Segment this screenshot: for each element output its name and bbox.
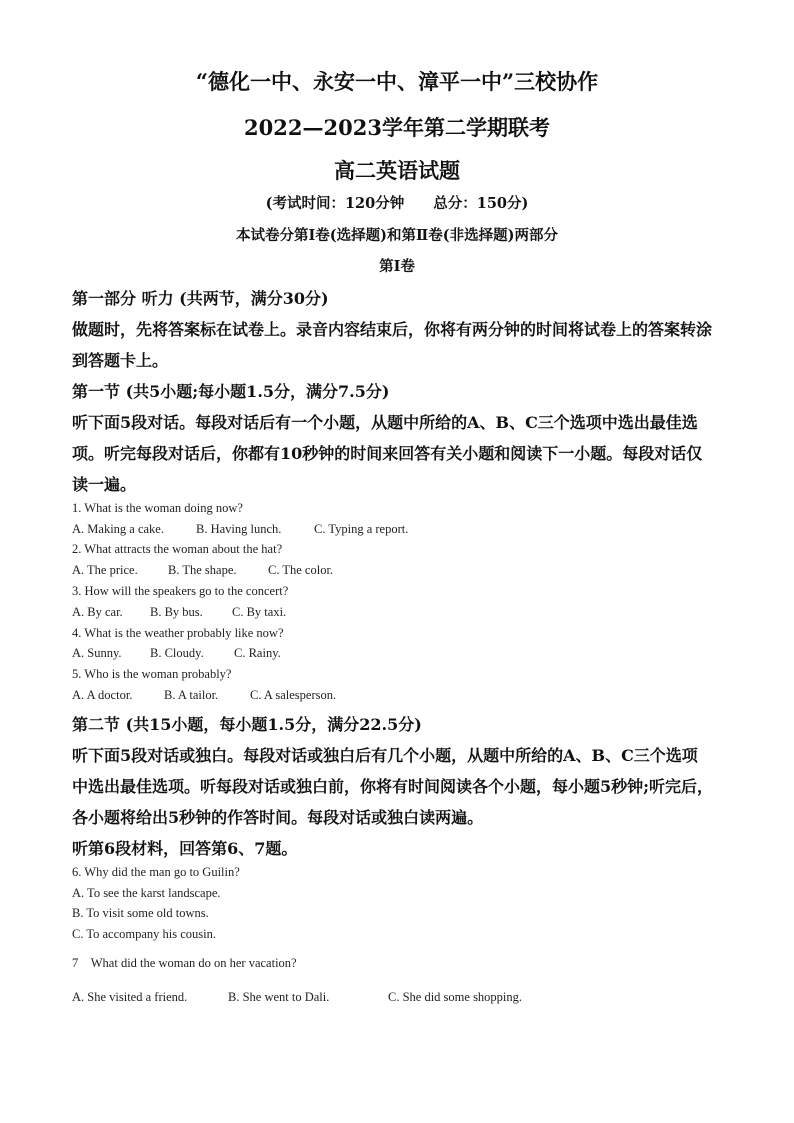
option-b: B. The shape.	[168, 563, 237, 577]
option-c: C. By taxi.	[232, 605, 287, 619]
option-b: B. Cloudy.	[150, 646, 204, 660]
section2-instruction-line2: 中选出最佳选项。听每段对话或独白前，你将有时间阅读各个小题，每小题5秒钟;听完后，	[72, 777, 714, 796]
section2-heading: 第二节 (共15小题，每小题1.5分，满分22.5分)	[72, 715, 422, 734]
question-6-option-c: C. To accompany his cousin.	[72, 927, 217, 941]
option-a: A. Sunny.	[72, 646, 122, 660]
section1-instruction-line1: 听下面5段对话。每段对话后有一个小题，从题中所给的A、B、C三个选项中选出最佳选	[72, 413, 698, 432]
option-c: C. A salesperson.	[250, 688, 337, 702]
option-b: B. Having lunch.	[196, 522, 282, 536]
option-b: B. She went to Dali.	[228, 990, 330, 1004]
title-term: 2022—2023学年第二学期联考	[244, 115, 550, 140]
question-7-options	[72, 990, 522, 1005]
section1-heading: 第一节 (共5小题;每小题1.5分，满分7.5分)	[72, 382, 390, 401]
volume-label: 第Ⅰ卷	[379, 258, 415, 275]
question-4-options	[72, 646, 281, 661]
option-c: C. The color.	[268, 563, 334, 577]
option-c: C. Rainy.	[234, 646, 281, 660]
title-subject: 高二英语试题	[334, 158, 460, 183]
question-6-option-a: A. To see the karst landscape.	[72, 886, 221, 900]
option-a: A. A doctor.	[72, 688, 133, 702]
option-c: C. She did some shopping.	[388, 990, 523, 1004]
option-a: A. By car.	[72, 605, 123, 619]
title-schools: “德化一中、永安一中、漳平一中”三校协作	[195, 69, 599, 94]
question-1-options	[72, 522, 408, 537]
part1-instruction-line2: 到答题卡上。	[72, 351, 169, 370]
section1-instruction-line2: 项。听完每段对话后，你都有10秒钟的时间来回答有关小题和阅读下一小题。每段对话仅	[72, 444, 703, 463]
question-7: 7 What did the woman do on her vacation?	[72, 956, 297, 970]
option-a: A. She visited a friend.	[72, 990, 188, 1004]
part1-heading: 第一部分 听力 (共两节，满分30分)	[72, 289, 329, 308]
question-4: 4. What is the weather probably like now?	[72, 626, 284, 640]
question-6-option-b: B. To visit some old towns.	[72, 906, 209, 920]
question-2: 2. What attracts the woman about the hat?	[72, 542, 283, 556]
option-c: C. Typing a report.	[314, 522, 409, 536]
section2-instruction-line1: 听下面5段对话或独白。每段对话或独白后有几个小题，从题中所给的A、B、C三个选项	[72, 746, 698, 765]
question-3-options	[72, 605, 286, 620]
section1-instruction-line3: 读一遍。	[72, 475, 137, 494]
option-b: B. A tailor.	[164, 688, 219, 702]
question-1: 1. What is the woman doing now?	[72, 501, 243, 515]
section2-instruction-line3: 各小题将给出5秒钟的作答时间。每段对话或独白读两遍。	[72, 808, 484, 827]
question-5: 5. Who is the woman probably?	[72, 667, 232, 681]
question-5-options	[72, 688, 336, 703]
question-2-options	[72, 563, 333, 578]
option-b: B. By bus.	[150, 605, 203, 619]
option-a: A. The price.	[72, 563, 138, 577]
question-3: 3. How will the speakers go to the concert?	[72, 584, 289, 598]
material-6-instruction: 听第6段材料，回答第6、7题。	[72, 839, 298, 858]
paper-description: 本试卷分第Ⅰ卷(选择题)和第Ⅱ卷(非选择题)两部分	[236, 227, 558, 244]
option-a: A. Making a cake.	[72, 522, 164, 536]
question-6: 6. Why did the man go to Guilin?	[72, 865, 240, 879]
part1-instruction-line1: 做题时，先将答案标在试卷上。录音内容结束后，你将有两分钟的时间将试卷上的答案转涂	[72, 320, 713, 339]
exam-info: (考试时间：120分钟 总分：150分)	[265, 195, 529, 212]
